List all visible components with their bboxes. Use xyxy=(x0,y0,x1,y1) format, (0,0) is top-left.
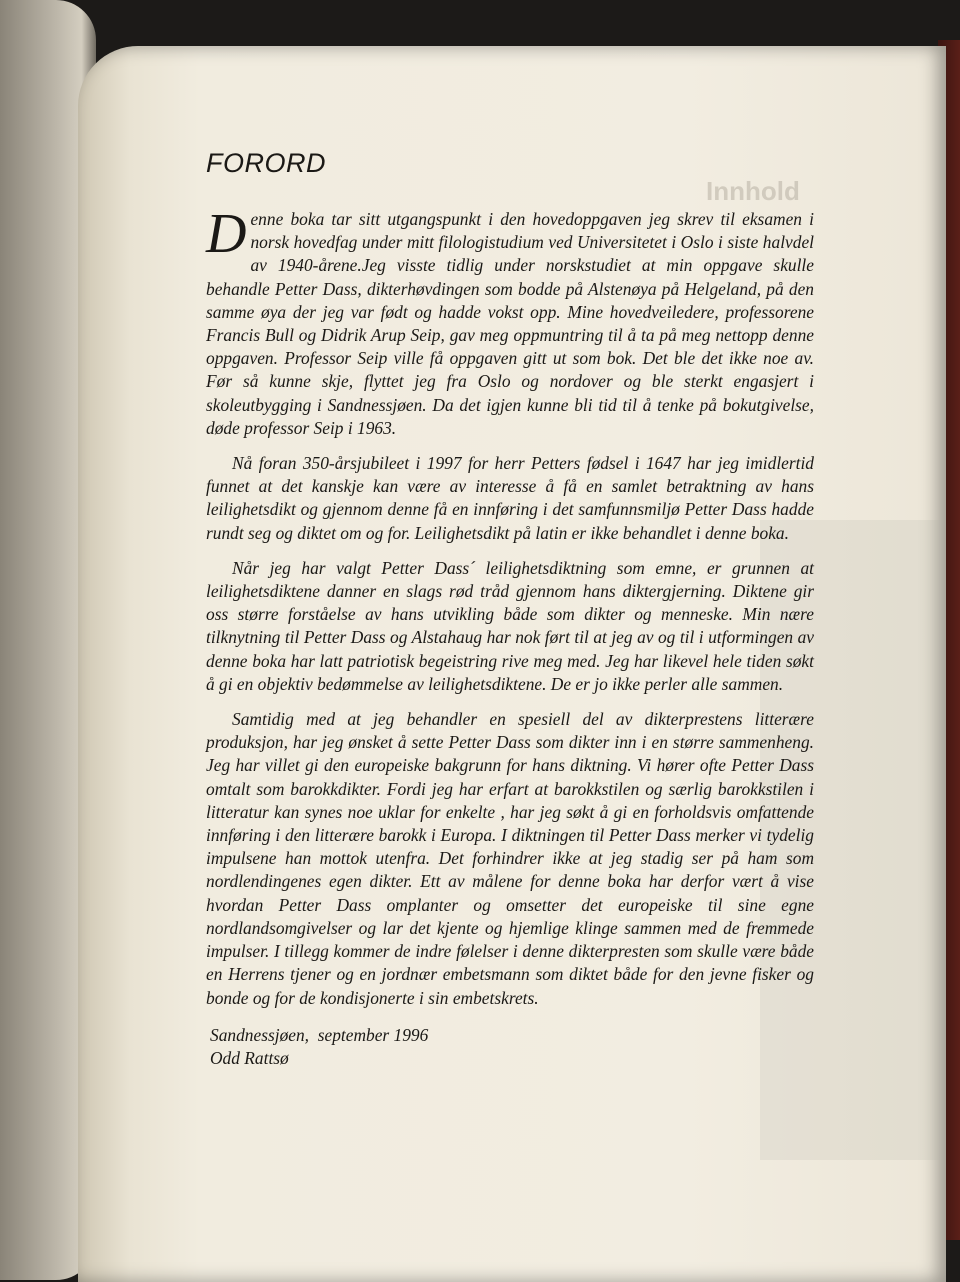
paragraph-4: Samtidig med at jeg behandler en spesiell del av dikterprestens litterære produksjon, har jeg ønsket å sette Petter Dass som dikter inn i en større sammenheng. Jeg har villet gi den europeiske bakgrunn for hans diktning. Vi hører ofte Petter Dass omtalt som barokkdikter. Fordi jeg har erfart at barokkstilen og særlig barokkstilen i litteratur kan synes noe uklar for enkelte , har jeg søkt å gi en forholdsvis omfattende innføring i den litterære barokk i Europa. I diktningen til Petter Dass merker vi tydelig impulsene han mottok utenfra. Det forhindrer ikke at jeg stadig ser på ham som nordlendingenes egen dikter. Ett av målene for denne boka har derfor vært å vise hvordan Petter Dass omplanter og omsetter det europeiske til sine egne nordlandsomgivelser og lar det kjente og hjemlige klinge sammen med de fremmede impulser. I tillegg kommer de indre følelser i denne dikterpresten som skulle være både en Herrens tjener og en jordnær embetsmann som diktet både for den jevne fisker og bonde og for de kondisjonerte i sin embetskrets. xyxy=(206,709,814,1008)
paragraph-3: Når jeg har valgt Petter Dass´ leilighetsdiktning som emne, er grunnen at leilighetsdiktene danner en slags rød tråd gjennom hans diktergjerning. Diktene gir oss større forståelse av hans utvikling både som dikter og menneske. Min nære tilknytning til Petter Dass og Alstahaug har nok ført til at jeg av og til i utformingen av denne boka har latt patriotisk begeistring rive meg med. Jeg har likevel hele tiden søkt å gi en objektiv bedømmelse av leilighetsdiktene. De er jo ikke perler alle sammen. xyxy=(206,557,814,694)
signature-block xyxy=(206,1024,814,1070)
place-date: Sandnessjøen, september 1996 xyxy=(210,1024,429,1045)
paragraph-2: Nå foran 350-årsjubileet i 1997 for herr Petters fødsel i 1647 har jeg imidlertid funnet at det kanskje kan være av interesse å få en samlet betraktning av hans leilighetsdikt og gjennom denne få en innføring i det samfunnsmiljø Petter Dass hadde rundt seg og diktet om og for. Leilighetsdikt på latin er ikke behandlet i denne boka. xyxy=(206,453,814,543)
author-name: Odd Rattsø xyxy=(210,1047,289,1068)
paragraph-1: Denne boka tar sitt utgangspunkt i den hovedoppgaven jeg skrev til eksamen i norsk hovedfag under mitt filologistudium ved Universitetet i Oslo i siste halvdel av 1940-årene.Jeg visste tidlig under norskstudiet at min oppgave skulle behandle Petter Dass, dikterhøvdingen som bodde på Alstenøya på Helgeland, på den samme øya der jeg var født og hadde vokst opp. Mine hovedveiledere, professorene Francis Bull og Didrik Arup Seip, gav meg oppmuntring til å ta på meg nettopp denne oppgaven. Professor Seip ville få oppgaven gitt ut som bok. Det ble det ikke noe av. Før så kunne skje, flyttet jeg fra Oslo og nordover og ble sterkt engasjert i skoleutbygging i Sandnessjøen. Da det igjen kunne bli tid til å tenke på bokutgivelse, døde professor Seip i 1963. xyxy=(206,203,814,438)
page-text xyxy=(206,146,814,1070)
page-title: FORORD xyxy=(206,148,326,178)
drop-cap: D xyxy=(206,203,247,265)
bleed-through-text: Innhold xyxy=(706,176,800,206)
